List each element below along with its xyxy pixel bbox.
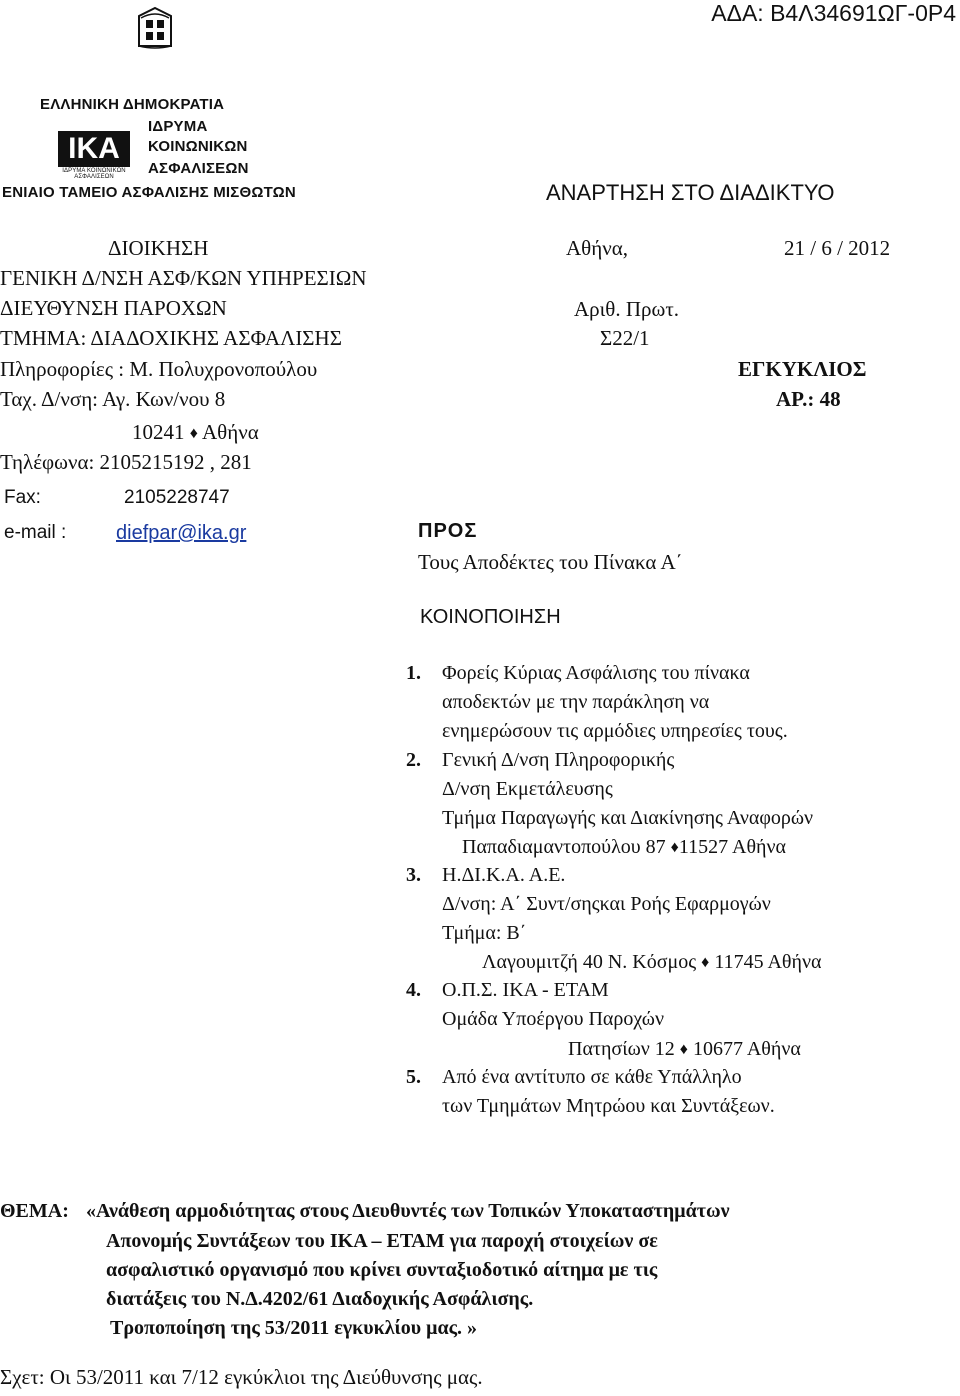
- diamond-icon: ♦: [679, 1041, 688, 1058]
- cc-item-3-line: Η.ΔΙ.Κ.Α. Α.Ε.: [442, 864, 566, 886]
- subject-line: Απονομής Συντάξεων του ΙΚΑ – ΕΤΑΜ για παροχή στοιχείων σε: [106, 1230, 658, 1252]
- cc-item-1-line: Φορείς Κύριας Ασφάλισης του πίνακα: [442, 662, 750, 684]
- logo-asfaliseon: ΑΣΦΑΛΙΣΕΩΝ: [148, 160, 249, 177]
- email-link[interactable]: diefpar@ika.gr: [116, 522, 247, 544]
- cc-item-2-line: Τμήμα Παραγωγής και Διακίνησης Αναφορών: [442, 807, 814, 829]
- cc-item-2-address: [462, 836, 786, 859]
- cc-item-4-number: 4.: [406, 979, 421, 1001]
- cc-item-2-line: Δ/νση Εκμετάλευσης: [442, 778, 613, 800]
- subject-line: «Ανάθεση αρμοδιότητας στους Διευθυντές των Τοπικών Υποκαταστημάτων: [86, 1200, 730, 1222]
- sender-section: ΤΜΗΜΑ: ΔΙΑΔΟΧΙΚΗΣ ΑΣΦΑΛΙΣΗΣ: [0, 326, 342, 350]
- cc-item-3-line: Τμήμα: Β΄: [442, 922, 527, 944]
- diamond-icon: ♦: [189, 425, 198, 442]
- cc-item-3-city: 11745 Αθήνα: [714, 951, 822, 973]
- sender-city: Αθήνα: [202, 420, 259, 444]
- sender-dioikisi: ΔΙΟΙΚΗΣΗ: [108, 236, 209, 260]
- recipients-label: ΠΡΟΣ: [418, 520, 478, 542]
- fax-number: 2105228747: [124, 487, 230, 508]
- sender-postcode: 10241: [132, 420, 185, 444]
- ada-number: ΑΔΑ: Β4Λ34691ΩΓ-0Ρ4: [711, 0, 956, 26]
- subject-line: διατάξεις του Ν.Δ.4202/61 Διαδοχικής Ασφάλισης.: [106, 1288, 534, 1310]
- cc-item-2-line: Γενική Δ/νση Πληροφορικής: [442, 749, 675, 771]
- letterhead-logo: [0, 0, 320, 210]
- cc-item-4-line: Ο.Π.Σ. ΙΚΑ - ΕΤΑΜ: [442, 979, 609, 1001]
- subject-line: Τροποποίηση της 53/2011 εγκυκλίου μας. »: [110, 1317, 478, 1339]
- date-place: Αθήνα,: [566, 236, 628, 260]
- subject-line: ασφαλιστικό οργανισμό που κρίνει συνταξιοδοτικό αίτημα με τις: [106, 1259, 658, 1281]
- sender-general-directorate: ΓΕΝΙΚΗ Δ/ΝΣΗ ΑΣΦ/ΚΩΝ ΥΠΗΡΕΣΙΩΝ: [0, 266, 367, 290]
- diamond-icon: ♦: [701, 954, 710, 971]
- greek-emblem-icon: [135, 6, 175, 50]
- cc-item-4-address: [568, 1038, 801, 1061]
- posting-note: ΑΝΑΡΤΗΣΗ ΣΤΟ ΔΙΑΔΙΚΤΥΟ: [546, 180, 835, 205]
- recipients-text: Τους Αποδέκτες του Πίνακα Α΄: [418, 550, 683, 574]
- cc-item-1-line: ενημερώσουν τις αρμόδιες υπηρεσίες τους.: [442, 720, 788, 742]
- diamond-icon: ♦: [670, 839, 679, 856]
- protocol-number: Σ22/1: [600, 326, 650, 350]
- date-value: 21 / 6 / 2012: [784, 236, 891, 260]
- logo-koinonikon: ΚΟΙΝΩΝΙΚΩΝ: [148, 138, 248, 155]
- sender-phones: Τηλέφωνα: 2105215192 , 281: [0, 450, 252, 474]
- cc-item-4-street: Πατησίων 12: [568, 1038, 675, 1060]
- cc-item-5-line: των Τμημάτων Μητρώου και Συντάξεων.: [442, 1095, 775, 1117]
- sender-directorate: ΔΙΕΥΘΥΝΣΗ ΠΑΡΟΧΩΝ: [0, 296, 227, 320]
- sender-info: Πληροφορίες : Μ. Πολυχρονοπούλου: [0, 357, 318, 381]
- email-label: e-mail :: [4, 522, 67, 543]
- cc-item-2-number: 2.: [406, 749, 421, 771]
- logo-hellenic-republic: ΕΛΛΗΝΙΚΗ ΔΗΜΟΚΡΑΤΙΑ: [40, 96, 225, 113]
- cc-item-4-line: Ομάδα Υποέργου Παροχών: [442, 1008, 665, 1030]
- ika-logo-subtitle: ΙΔΡΥΜΑ ΚΟΙΝΩΝΙΚΩΝ ΑΣΦΑΛΙΣΕΩΝ: [62, 168, 126, 180]
- sender-postcode-line: [132, 420, 259, 445]
- fax-label: Fax:: [4, 487, 41, 508]
- ika-logo-text: ΙΚΑ: [68, 132, 120, 165]
- cc-item-5-line: Από ένα αντίτυπο σε κάθε Υπάλληλο: [442, 1066, 742, 1088]
- cc-item-3-street: Λαγουμιτζή 40 Ν. Κόσμος: [482, 951, 697, 973]
- cc-item-1-number: 1.: [406, 662, 421, 684]
- protocol-label: Αριθ. Πρωτ.: [574, 297, 680, 321]
- reference-line: Σχετ: Οι 53/2011 και 7/12 εγκύκλιοι της Διεύθυνσης μας.: [0, 1365, 483, 1389]
- cc-item-3-address: [482, 951, 821, 974]
- koinopoiisi-label: ΚΟΙΝΟΠΟΙΗΣΗ: [420, 606, 561, 628]
- circular-label: ΕΓΚΥΚΛΙΟΣ: [738, 357, 867, 381]
- cc-item-2-city: 11527 Αθήνα: [678, 836, 787, 858]
- circular-number: ΑΡ.: 48: [776, 387, 841, 411]
- cc-item-3-line: Δ/νση: Α΄ Συντ/σηςκαι Ροής Εφαρμογών: [442, 893, 771, 915]
- logo-fund-name: ΕΝΙΑΙΟ ΤΑΜΕΙΟ ΑΣΦΑΛΙΣΗΣ ΜΙΣΘΩΤΩΝ: [2, 184, 296, 201]
- subject-label: ΘΕΜΑ:: [0, 1200, 69, 1222]
- cc-item-5-number: 5.: [406, 1066, 421, 1088]
- cc-item-2-street: Παπαδιαμαντοπούλου 87: [462, 836, 666, 858]
- cc-item-3-number: 3.: [406, 864, 421, 886]
- cc-item-1-line: αποδεκτών με την παράκληση να: [442, 691, 710, 713]
- logo-idryma: ΙΔΡΥΜΑ: [148, 118, 208, 135]
- cc-item-4-city: 10677 Αθήνα: [692, 1038, 801, 1060]
- sender-address: Ταχ. Δ/νση: Αγ. Κων/νου 8: [0, 387, 226, 411]
